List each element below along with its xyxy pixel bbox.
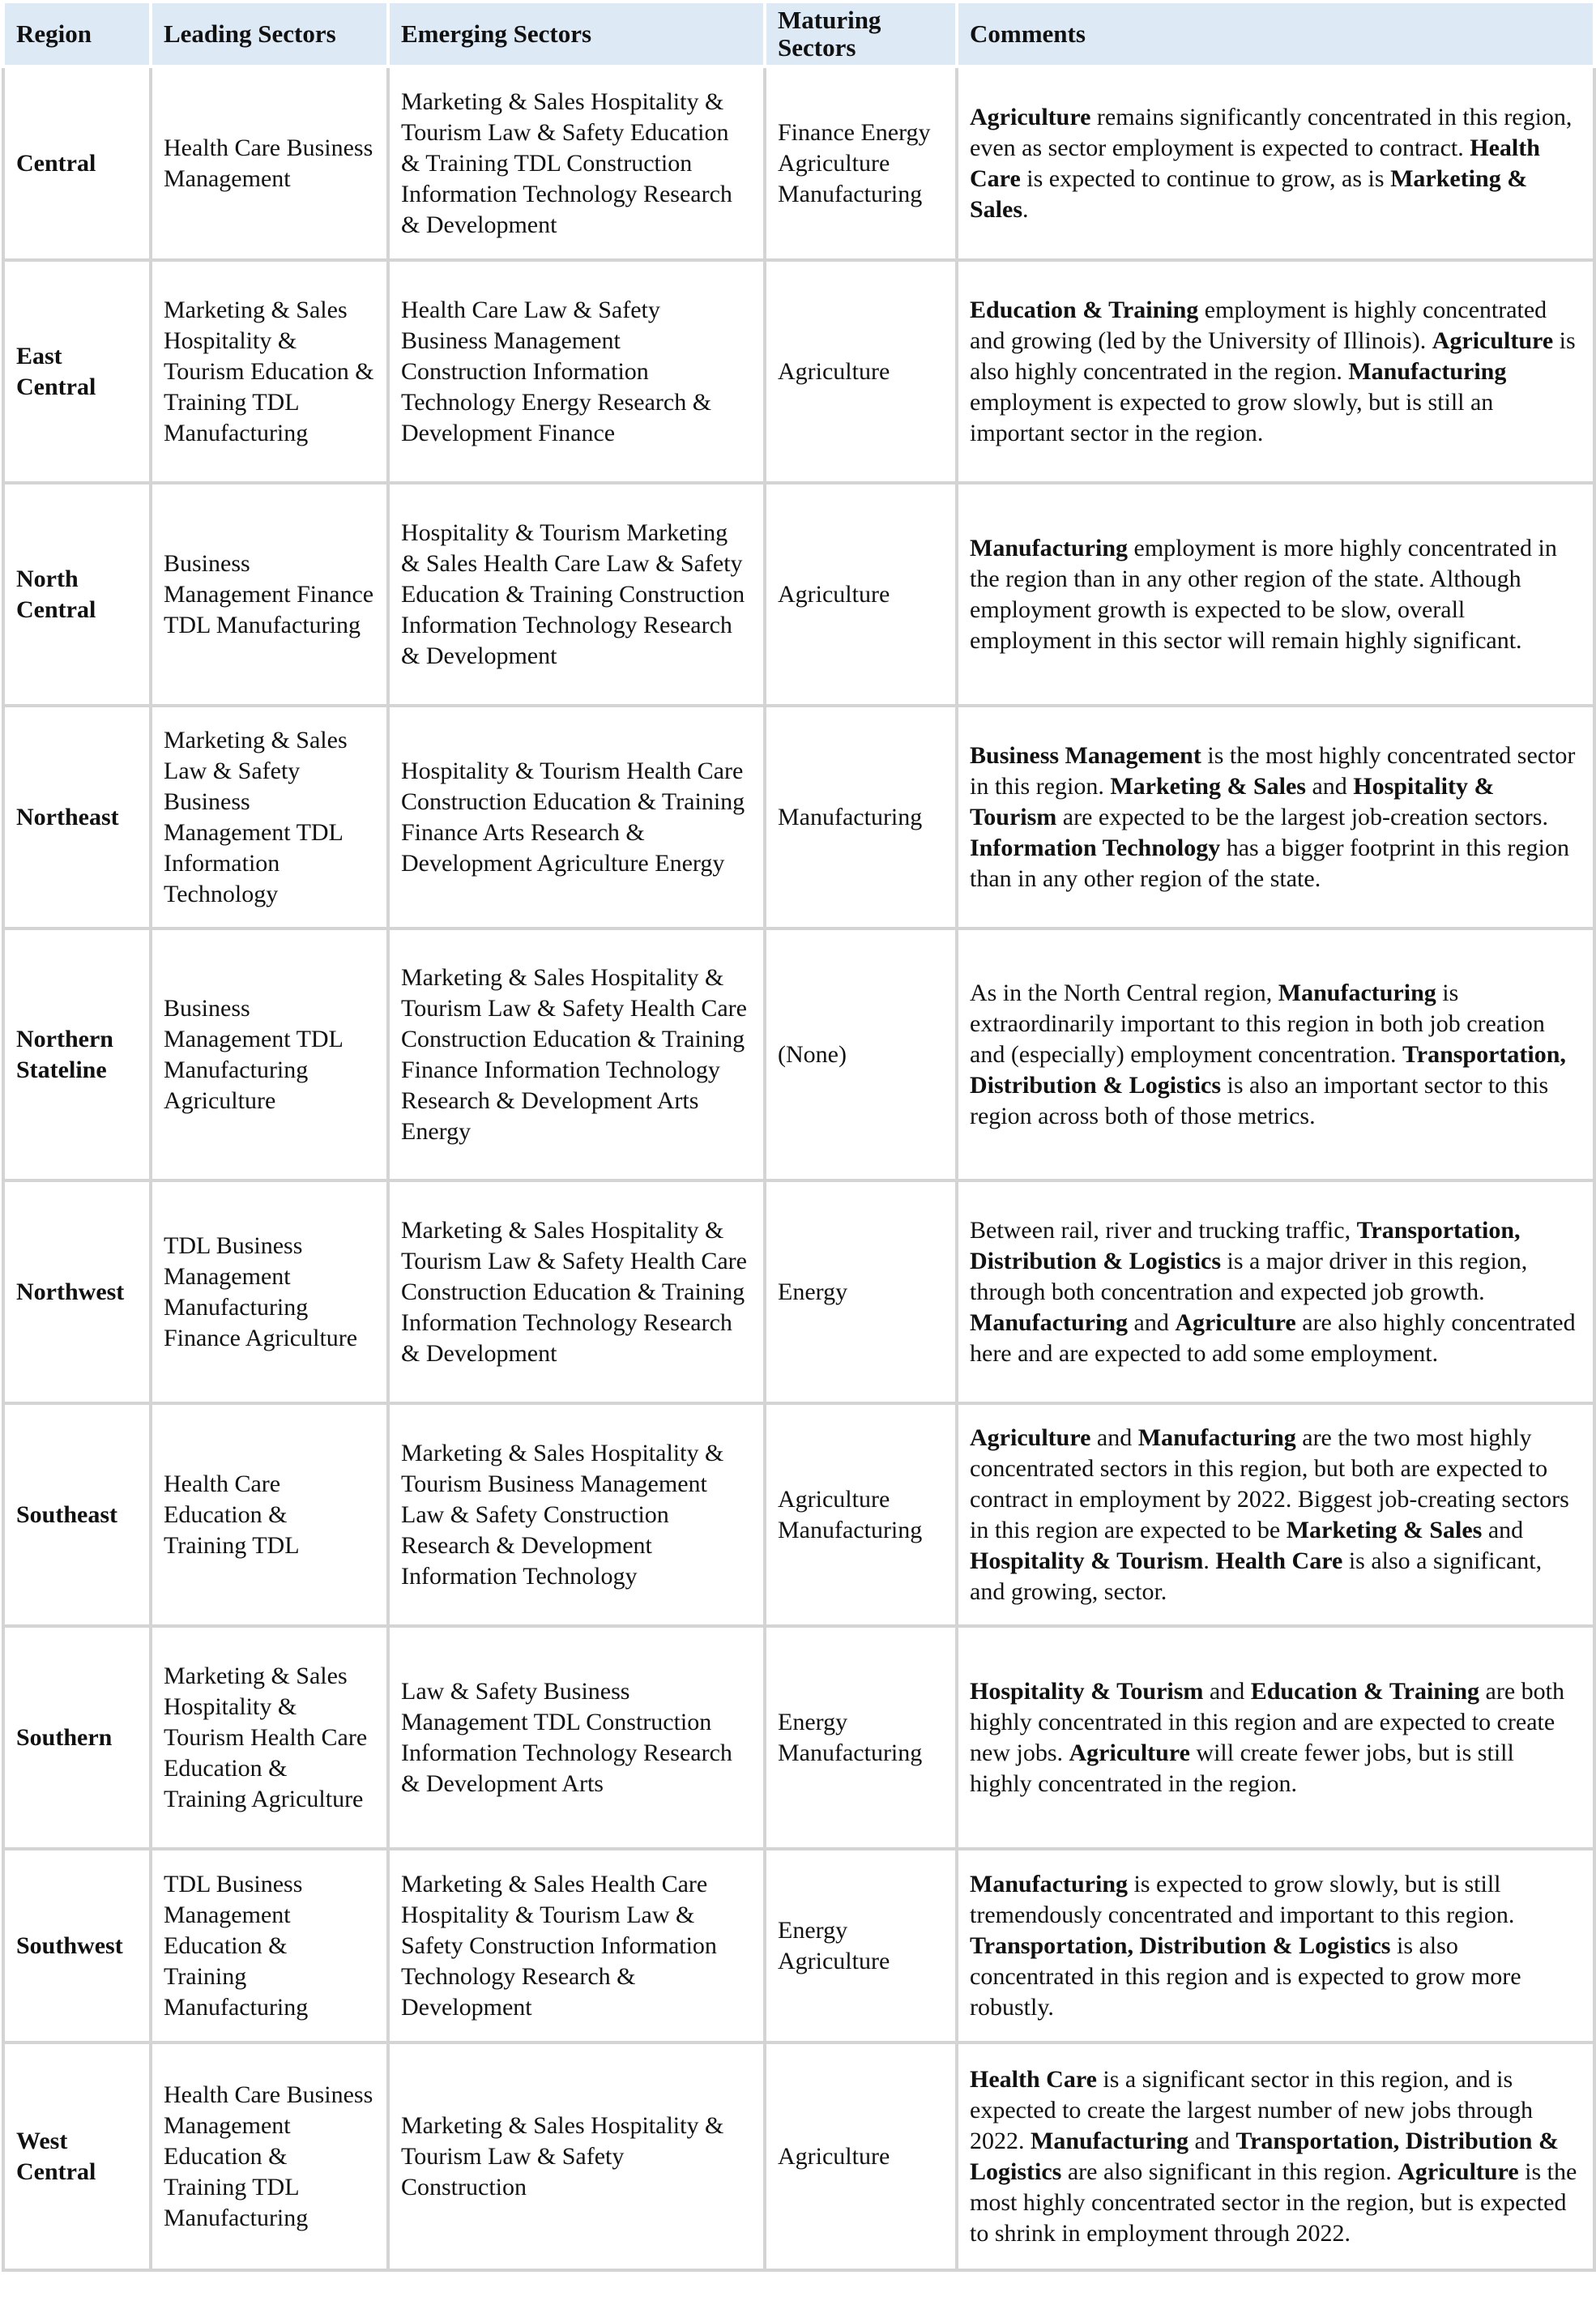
comment-text: and <box>1482 1516 1524 1543</box>
comments-cell <box>957 66 1594 260</box>
table-row <box>3 66 1594 260</box>
leading-sectors-cell: Health Care Education & Training TDL <box>151 1403 388 1626</box>
emerging-sectors-cell: Marketing & Sales Hospitality & Tourism Law & Safety Health Care Construction Education & Training Finance Information Technology Research & Development Arts Energy <box>388 928 765 1180</box>
comment-text: Manufacturing <box>970 534 1128 561</box>
comment-text: Hospitality & Tourism <box>970 1547 1204 1574</box>
region-cell: North Central <box>3 483 151 706</box>
comment-text: Health Care <box>970 2065 1097 2093</box>
comment-text: is a major driver in this region, through both concentration and expected job growth. <box>970 1247 1528 1305</box>
comment-text: is the most highly concentrated sector in this region. <box>970 741 1576 800</box>
comment-text: has a bigger footprint in this region than in any other region of the state. <box>970 834 1569 892</box>
emerging-sectors-cell: Marketing & Sales Hospitality & Tourism Law & Safety Construction <box>388 2042 765 2270</box>
comment-text: Marketing & Sales <box>1286 1516 1483 1543</box>
header-maturing-sectors: Maturing Sectors <box>765 2 957 66</box>
comment-text: Transportation, Distribution & Logistics <box>970 2127 1559 2185</box>
table-row <box>3 260 1594 483</box>
comment-text: employment is highly concentrated and growing (led by the University of Illinois). <box>970 296 1547 354</box>
leading-sectors-cell: Marketing & Sales Law & Safety Business Management TDL Information Technology <box>151 706 388 928</box>
emerging-sectors-cell: Marketing & Sales Hospitality & Tourism Law & Safety Education & Training TDL Construction Information Technology Research & Development <box>388 66 765 260</box>
comment-text: Agriculture <box>1398 2158 1519 2185</box>
emerging-sectors-cell: Hospitality & Tourism Marketing & Sales Health Care Law & Safety Education & Training Construction Information Technology Research & Development <box>388 483 765 706</box>
comment-text: and <box>1305 772 1354 800</box>
maturing-sectors-cell: Agriculture <box>765 483 957 706</box>
leading-sectors-cell: Health Care Business Management <box>151 66 388 260</box>
region-cell: West Central <box>3 2042 151 2270</box>
table-row <box>3 483 1594 706</box>
header-comments: Comments <box>957 2 1594 66</box>
regional-sectors-table <box>2 0 1596 2272</box>
comment-text: Information Technology <box>970 834 1221 861</box>
comment-text: Agriculture <box>1069 1739 1190 1766</box>
comment-text: Transportation, Distribution & Logistics <box>970 1040 1566 1099</box>
comment-text: Hospitality & Tourism <box>970 1677 1204 1705</box>
comment-text: Manufacturing <box>1137 1424 1296 1451</box>
comment-text: and <box>1090 1424 1138 1451</box>
comment-text: Between rail, river and trucking traffic, <box>970 1216 1357 1244</box>
comments-cell <box>957 483 1594 706</box>
table-row <box>3 1849 1594 2042</box>
region-cell: Northwest <box>3 1180 151 1403</box>
comments-cell <box>957 260 1594 483</box>
header-leading-sectors: Leading Sectors <box>151 2 388 66</box>
comment-text: Manufacturing <box>1031 2127 1188 2154</box>
maturing-sectors-cell: Manufacturing <box>765 706 957 928</box>
maturing-sectors-cell: Finance Energy Agriculture Manufacturing <box>765 66 957 260</box>
comments-cell <box>957 1403 1594 1626</box>
comment-text: is expected to continue to grow, as is <box>1020 164 1391 192</box>
comment-text: Education & Training <box>970 296 1199 323</box>
comment-text: Agriculture <box>1175 1308 1296 1336</box>
leading-sectors-cell: Health Care Business Management Education & Training TDL Manufacturing <box>151 2042 388 2270</box>
leading-sectors-cell: TDL Business Management Education & Training Manufacturing <box>151 1849 388 2042</box>
region-cell: Northeast <box>3 706 151 928</box>
comment-text: Manufacturing <box>1278 979 1436 1006</box>
comment-text: is extraordinarily important to this region in both job creation and (especially) employment concentration. <box>970 979 1545 1068</box>
maturing-sectors-cell: Agriculture <box>765 2042 957 2270</box>
maturing-sectors-cell: Agriculture Manufacturing <box>765 1403 957 1626</box>
comment-text: are expected to be the largest job-creation sectors. <box>1056 803 1548 830</box>
table-row <box>3 928 1594 1180</box>
maturing-sectors-cell: Energy Agriculture <box>765 1849 957 2042</box>
emerging-sectors-cell: Hospitality & Tourism Health Care Construction Education & Training Finance Arts Research & Development Agriculture Energy <box>388 706 765 928</box>
header-region: Region <box>3 2 151 66</box>
region-cell: Southeast <box>3 1403 151 1626</box>
table-row <box>3 1626 1594 1849</box>
leading-sectors-cell: Business Management TDL Manufacturing Agriculture <box>151 928 388 1180</box>
comment-text: Manufacturing <box>970 1308 1128 1336</box>
emerging-sectors-cell: Law & Safety Business Management TDL Construction Information Technology Research & Development Arts <box>388 1626 765 1849</box>
header-row <box>3 2 1594 66</box>
table-row <box>3 2042 1594 2270</box>
leading-sectors-cell: Marketing & Sales Hospitality & Tourism Education & Training TDL Manufacturing <box>151 260 388 483</box>
comment-text: Hospitality & Tourism <box>970 772 1495 830</box>
region-cell: Southwest <box>3 1849 151 2042</box>
comment-text: is also an important sector to this region across both of those metrics. <box>970 1071 1549 1129</box>
header-emerging-sectors: Emerging Sectors <box>388 2 765 66</box>
comment-text: is a significant sector in this region, and is expected to create the largest number of new jobs through 2022. <box>970 2065 1534 2154</box>
comment-text: is the most highly concentrated sector in the region, but is expected to shrink in employment through 2022. <box>970 2158 1577 2247</box>
comment-text: Education & Training <box>1250 1677 1480 1705</box>
comment-text: and <box>1188 2127 1236 2154</box>
region-cell: East Central <box>3 260 151 483</box>
comments-cell <box>957 2042 1594 2270</box>
comment-text: As in the North Central region, <box>970 979 1278 1006</box>
emerging-sectors-cell: Marketing & Sales Hospitality & Tourism Law & Safety Health Care Construction Education & Training Information Technology Research & Development <box>388 1180 765 1403</box>
comment-text: is also highly concentrated in the region. <box>970 327 1576 385</box>
comment-text: Manufacturing <box>970 1870 1128 1897</box>
region-cell: Northern Stateline <box>3 928 151 1180</box>
comment-text: and <box>1203 1677 1251 1705</box>
emerging-sectors-cell: Marketing & Sales Hospitality & Tourism Business Management Law & Safety Construction Research & Development Information Technology <box>388 1403 765 1626</box>
comments-cell <box>957 1849 1594 2042</box>
comment-text: Health Care <box>970 134 1540 192</box>
comment-text: Agriculture <box>970 1424 1091 1451</box>
emerging-sectors-cell: Marketing & Sales Health Care Hospitality & Tourism Law & Safety Construction Information Technology Research & Development <box>388 1849 765 2042</box>
comment-text: are also significant in this region. <box>1061 2158 1398 2185</box>
comment-text: remains significantly concentrated in this region, even as sector employment is expected to contract. <box>970 103 1573 161</box>
comment-text: Transportation, Distribution & Logistics <box>970 1932 1391 1959</box>
comment-text: Marketing & Sales <box>970 164 1528 223</box>
comments-cell <box>957 706 1594 928</box>
region-cell: Southern <box>3 1626 151 1849</box>
comment-text: . <box>1203 1547 1216 1574</box>
comments-cell <box>957 928 1594 1180</box>
comment-text: is also concentrated in this region and is expected to grow more robustly. <box>970 1932 1521 2021</box>
table-row <box>3 1180 1594 1403</box>
comment-text: Health Care <box>1215 1547 1343 1574</box>
comment-text: and <box>1128 1308 1176 1336</box>
comment-text: employment is more highly concentrated in the region than in any other region of the state. Although employment growth is expected to be slow, overall employment in this sector will remain highly significant. <box>970 534 1557 654</box>
comment-text: . <box>1022 195 1029 223</box>
comment-text: is expected to grow slowly, but is still tremendously concentrated and important to this region. <box>970 1870 1515 1928</box>
maturing-sectors-cell: Energy Manufacturing <box>765 1626 957 1849</box>
table-row <box>3 706 1594 928</box>
comment-text: are also highly concentrated here and are expected to add some employment. <box>970 1308 1576 1367</box>
emerging-sectors-cell: Health Care Law & Safety Business Management Construction Information Technology Energy Research & Development Finance <box>388 260 765 483</box>
comment-text: Marketing & Sales <box>1110 772 1306 800</box>
comment-text: is also a significant, and growing, sector. <box>970 1547 1543 1605</box>
comment-text: Agriculture <box>1432 327 1554 354</box>
comments-cell <box>957 1626 1594 1849</box>
leading-sectors-cell: Marketing & Sales Hospitality & Tourism Health Care Education & Training Agriculture <box>151 1626 388 1849</box>
maturing-sectors-cell: Energy <box>765 1180 957 1403</box>
table-row <box>3 1403 1594 1626</box>
maturing-sectors-cell: Agriculture <box>765 260 957 483</box>
comment-text: are both highly concentrated in this region and are expected to create new jobs. <box>970 1677 1564 1766</box>
leading-sectors-cell: Business Management Finance TDL Manufacturing <box>151 483 388 706</box>
leading-sectors-cell: TDL Business Management Manufacturing Finance Agriculture <box>151 1180 388 1403</box>
comment-text: Business Management <box>970 741 1201 769</box>
region-cell: Central <box>3 66 151 260</box>
comment-text: are the two most highly concentrated sectors in this region, but both are expected to contract in employment by 2022. Biggest job-creating sectors in this region are expected to be <box>970 1424 1569 1543</box>
comment-text: Manufacturing <box>1348 357 1507 385</box>
maturing-sectors-cell: (None) <box>765 928 957 1180</box>
comments-cell <box>957 1180 1594 1403</box>
comment-text: will create fewer jobs, but is still highly concentrated in the region. <box>970 1739 1514 1797</box>
comment-text: employment is expected to grow slowly, but is still an important sector in the region. <box>970 388 1494 446</box>
comment-text: Transportation, Distribution & Logistics <box>970 1216 1521 1274</box>
comment-text: Agriculture <box>970 103 1091 130</box>
